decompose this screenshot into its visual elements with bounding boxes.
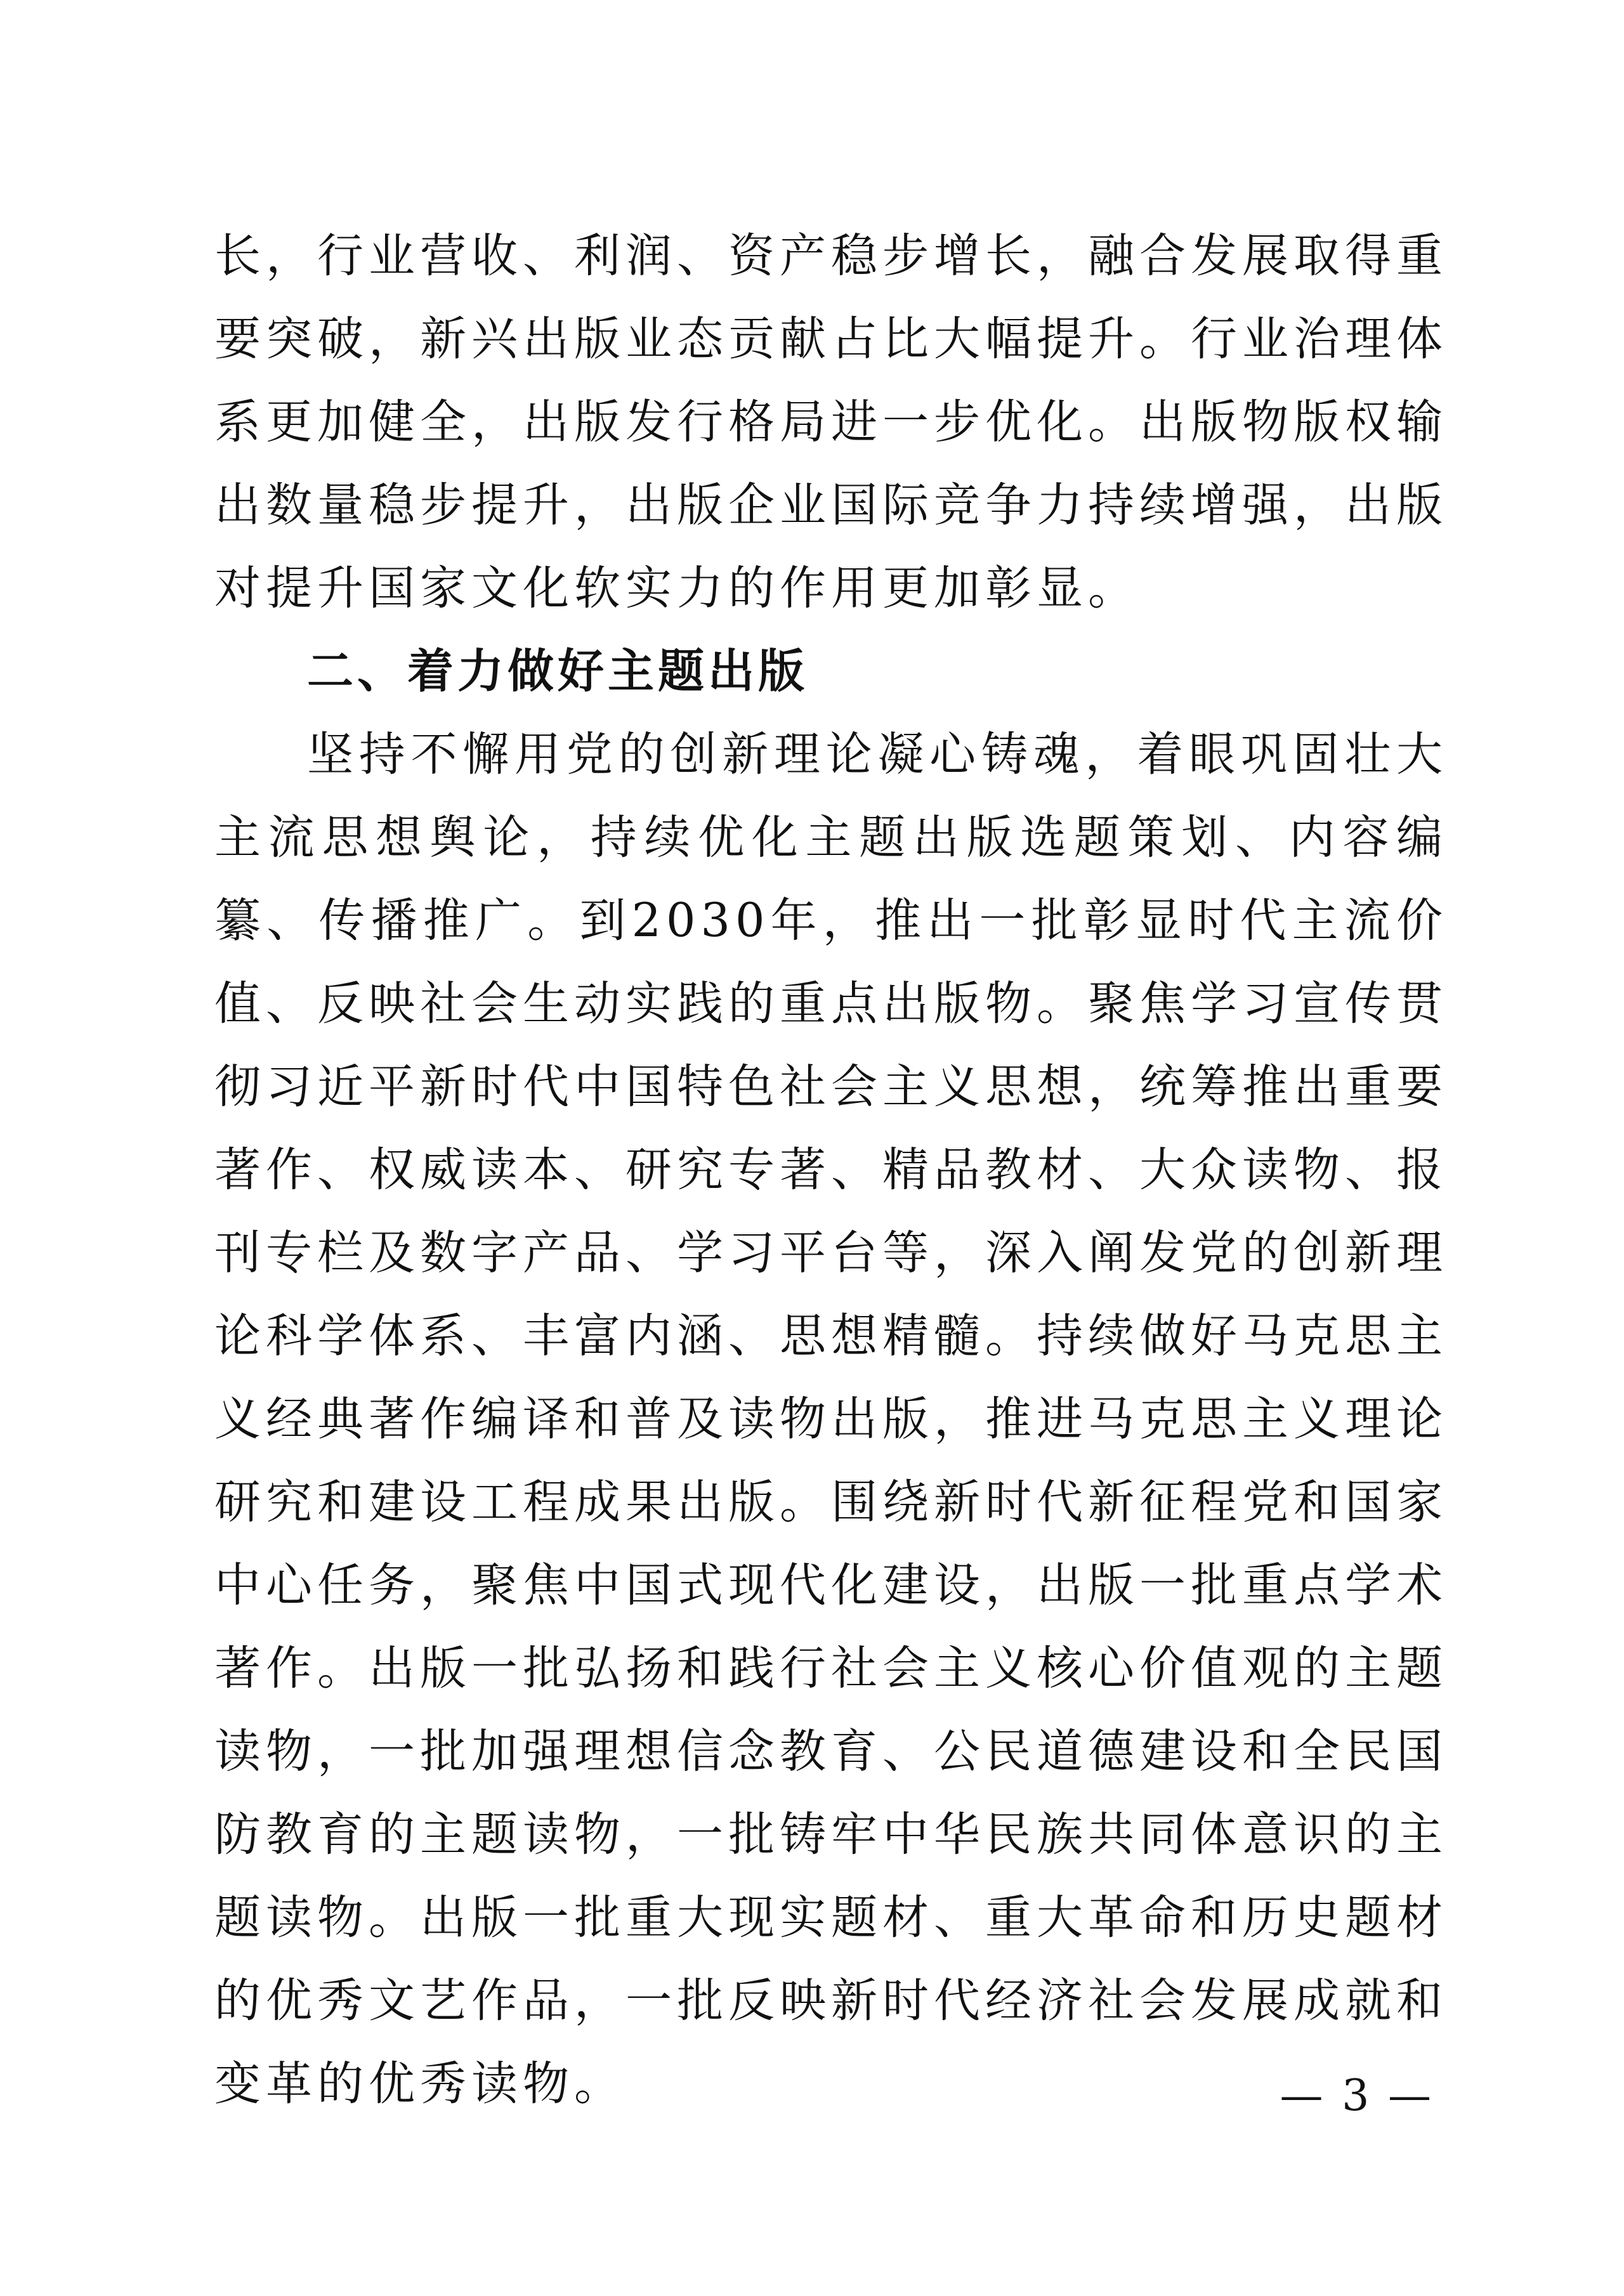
- continuation-paragraph: 长，行业营收、利润、资产稳步增长，融合发展取得重要突破，新兴出版业态贡献占比大幅提升。行业治理体系更加健全，出版发行格局进一步优化。出版物版权输出数量稳步提升，出版企业国际竞争力持续增强，出版对提升国家文化软实力的作用更加彰显。: [214, 229, 1448, 615]
- section-heading: 二、着力做好主题出版: [307, 644, 808, 698]
- page-number: — 3 —: [1280, 2071, 1434, 2121]
- document-body: [214, 214, 1448, 2125]
- body-paragraph: 坚持不懈用党的创新理论凝心铸魂，着眼巩固壮大主流思想舆论，持续优化主题出版选题策划、内容编纂、传播推广。到2030年，推出一批彰显时代主流价值、反映社会生动实践的重点出版物。聚焦学习宣传贯彻习近平新时代中国特色社会主义思想，统筹推出重要著作、权威读本、研究专著、精品教材、大众读物、报刊专栏及数字产品、学习平台等，深入阐发党的创新理论科学体系、丰富内涵、思想精髓。持续做好马克思主义经典著作编译和普及读物出版，推进马克思主义理论研究和建设工程成果出版。围绕新时代新征程党和国家中心任务，聚焦中国式现代化建设，出版一批重点学术著作。出版一批弘扬和践行社会主义核心价值观的主题读物，一批加强理想信念教育、公民道德建设和全民国防教育的主题读物，一批铸牢中华民族共同体意识的主题读物。出版一批重大现实题材、重大革命和历史题材的优秀文艺作品，一批反映新时代经济社会发展成就和变革的优秀读物。: [214, 727, 1448, 2111]
